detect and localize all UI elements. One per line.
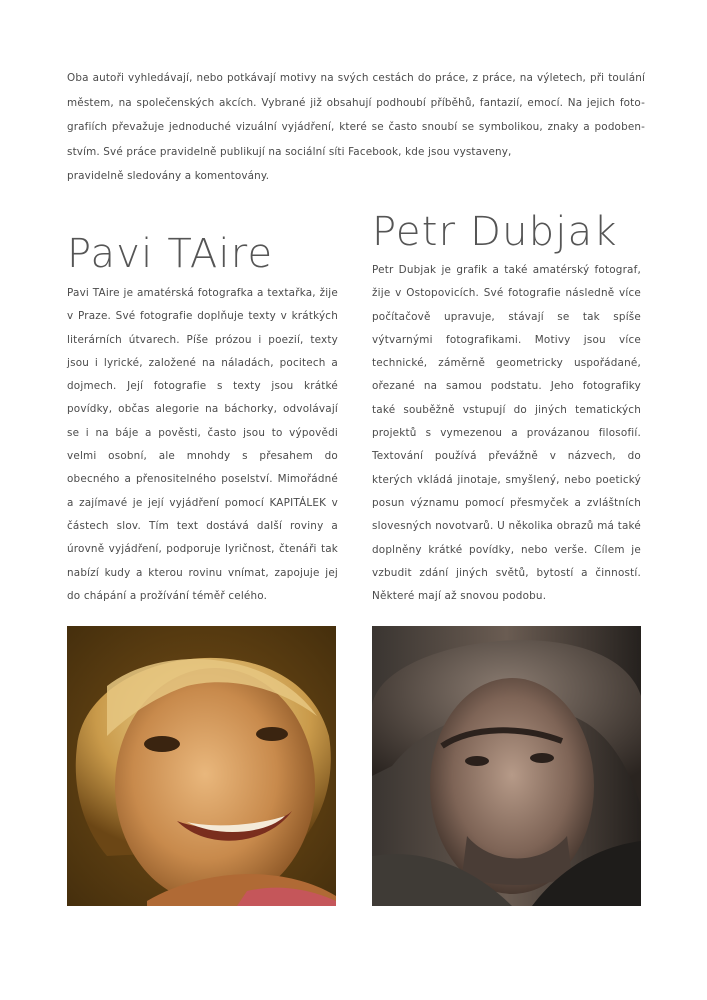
bio-petr-line: projektů s vymezenou a provázanou filosofií. bbox=[372, 427, 641, 440]
bio-petr-line: Petr Dubjak je grafik a také amatérský fotograf, bbox=[372, 264, 641, 276]
author-petr-section bbox=[372, 210, 641, 608]
bio-petr-line: počítačově upravuje, stávají se tak spíše bbox=[372, 310, 641, 323]
bio-pavi-line: v Praze. Své fotografie doplňuje texty v krátkých bbox=[67, 310, 338, 323]
portrait-photo-petr bbox=[372, 626, 641, 906]
bio-pavi-line: částech slov. Tím text dostává další roviny a bbox=[67, 519, 338, 532]
portrait-photo-pavi bbox=[67, 626, 336, 906]
intro-text-line: městem, na společenských akcích. Vybrané již obsahují podhoubí příběhů, fantazií, emocí. Na jejich foto- bbox=[67, 96, 645, 109]
bio-petr-line: výtvarnými fotografikami. Motivy jsou více bbox=[372, 333, 641, 346]
author-pavi-section bbox=[67, 232, 338, 608]
bio-petr-line: ořezané na samou podstatu. Jeho fotografiky bbox=[372, 380, 641, 393]
bio-pavi-line: obecného a přenositelného poselství. Mimořádné bbox=[67, 473, 338, 486]
intro-text-line: Oba autoři vyhledávají, nebo potkávají motivy na svých cestách do práce, z práce, na výletech, při toulání bbox=[67, 72, 645, 84]
author-name-petr: Petr Dubjak bbox=[372, 209, 618, 255]
bio-pavi-line: velmi osobní, ale mnohdy s přesahem do bbox=[67, 450, 338, 463]
bio-pavi-line: jsou i lyrické, založené na náladách, pocitech a bbox=[67, 356, 338, 369]
bio-petr-line: doplněny krátké povídky, nebo verše. Cílem je bbox=[372, 543, 641, 556]
bio-pavi-line: Pavi TAire je amatérská fotografka a textařka, žije bbox=[67, 287, 338, 299]
bio-pavi-line: nabízí kudy a kterou rovinu vnímat, zapojuje jej bbox=[67, 566, 338, 579]
bio-petr-line: technické, záměrně geometricky uspořádané, bbox=[372, 357, 641, 370]
bio-pavi-line: dojmech. Její fotografie s texty jsou krátké bbox=[67, 380, 338, 393]
bio-petr-line: Některé mají až snovou podobu. bbox=[372, 590, 547, 603]
bio-petr-line: žije v Ostopovicích. Své fotografie následně více bbox=[372, 287, 641, 300]
intro-text-line: grafiích převažuje jednoduché vizuální vyjádření, které se často snoubí se symbolikou, znaky a podoben- bbox=[67, 121, 645, 133]
intro-text-line: pravidelně sledovány a komentovány. bbox=[67, 170, 270, 182]
bio-petr-line: Textování používá převážně v názvech, do bbox=[372, 450, 641, 463]
bio-petr-line: také souběžně vstupují do jiných tematických bbox=[372, 403, 641, 416]
bio-pavi-line: do chápání a prožívání téměř celého. bbox=[67, 589, 268, 602]
portrait-image-pavi bbox=[67, 626, 336, 906]
intro-text-line: stvím. Své práce pravidelně publikují na sociální síti Facebook, kde jsou vystaveny, bbox=[67, 145, 512, 158]
bio-petr-line: vzbudit zdání jiných světů, bytostí a činností. bbox=[372, 566, 641, 579]
author-bio-pavi bbox=[67, 282, 338, 608]
bio-pavi-line: a zajímavé je její vyjádření pomocí KAPITÁLEK v bbox=[67, 496, 338, 509]
intro-paragraph bbox=[67, 66, 645, 189]
bio-petr-line: posun významu pomocí přesmyček a zvláštních bbox=[372, 496, 641, 509]
author-bio-petr bbox=[372, 259, 641, 608]
bio-petr-line: kterých vkládá jinotaje, smyšlený, nebo poetický bbox=[372, 473, 641, 486]
bio-pavi-line: úrovně vyjádření, podporuje lyričnost, čtenáři tak bbox=[67, 543, 338, 556]
portrait-image-petr bbox=[372, 626, 641, 906]
author-name-pavi: Pavi TAire bbox=[67, 231, 274, 277]
bio-pavi-line: povídky, občas alegorie na báchorky, odvolávají bbox=[67, 403, 338, 416]
bio-petr-line: slovesných novotvarů. U několika obrazů má také bbox=[372, 520, 641, 533]
bio-pavi-line: literárních útvarech. Píše prózou i poezií, texty bbox=[67, 333, 338, 346]
intro-text bbox=[67, 66, 645, 189]
bio-pavi-line: se i na báje a pověsti, často jsou to výpovědi bbox=[67, 426, 338, 439]
